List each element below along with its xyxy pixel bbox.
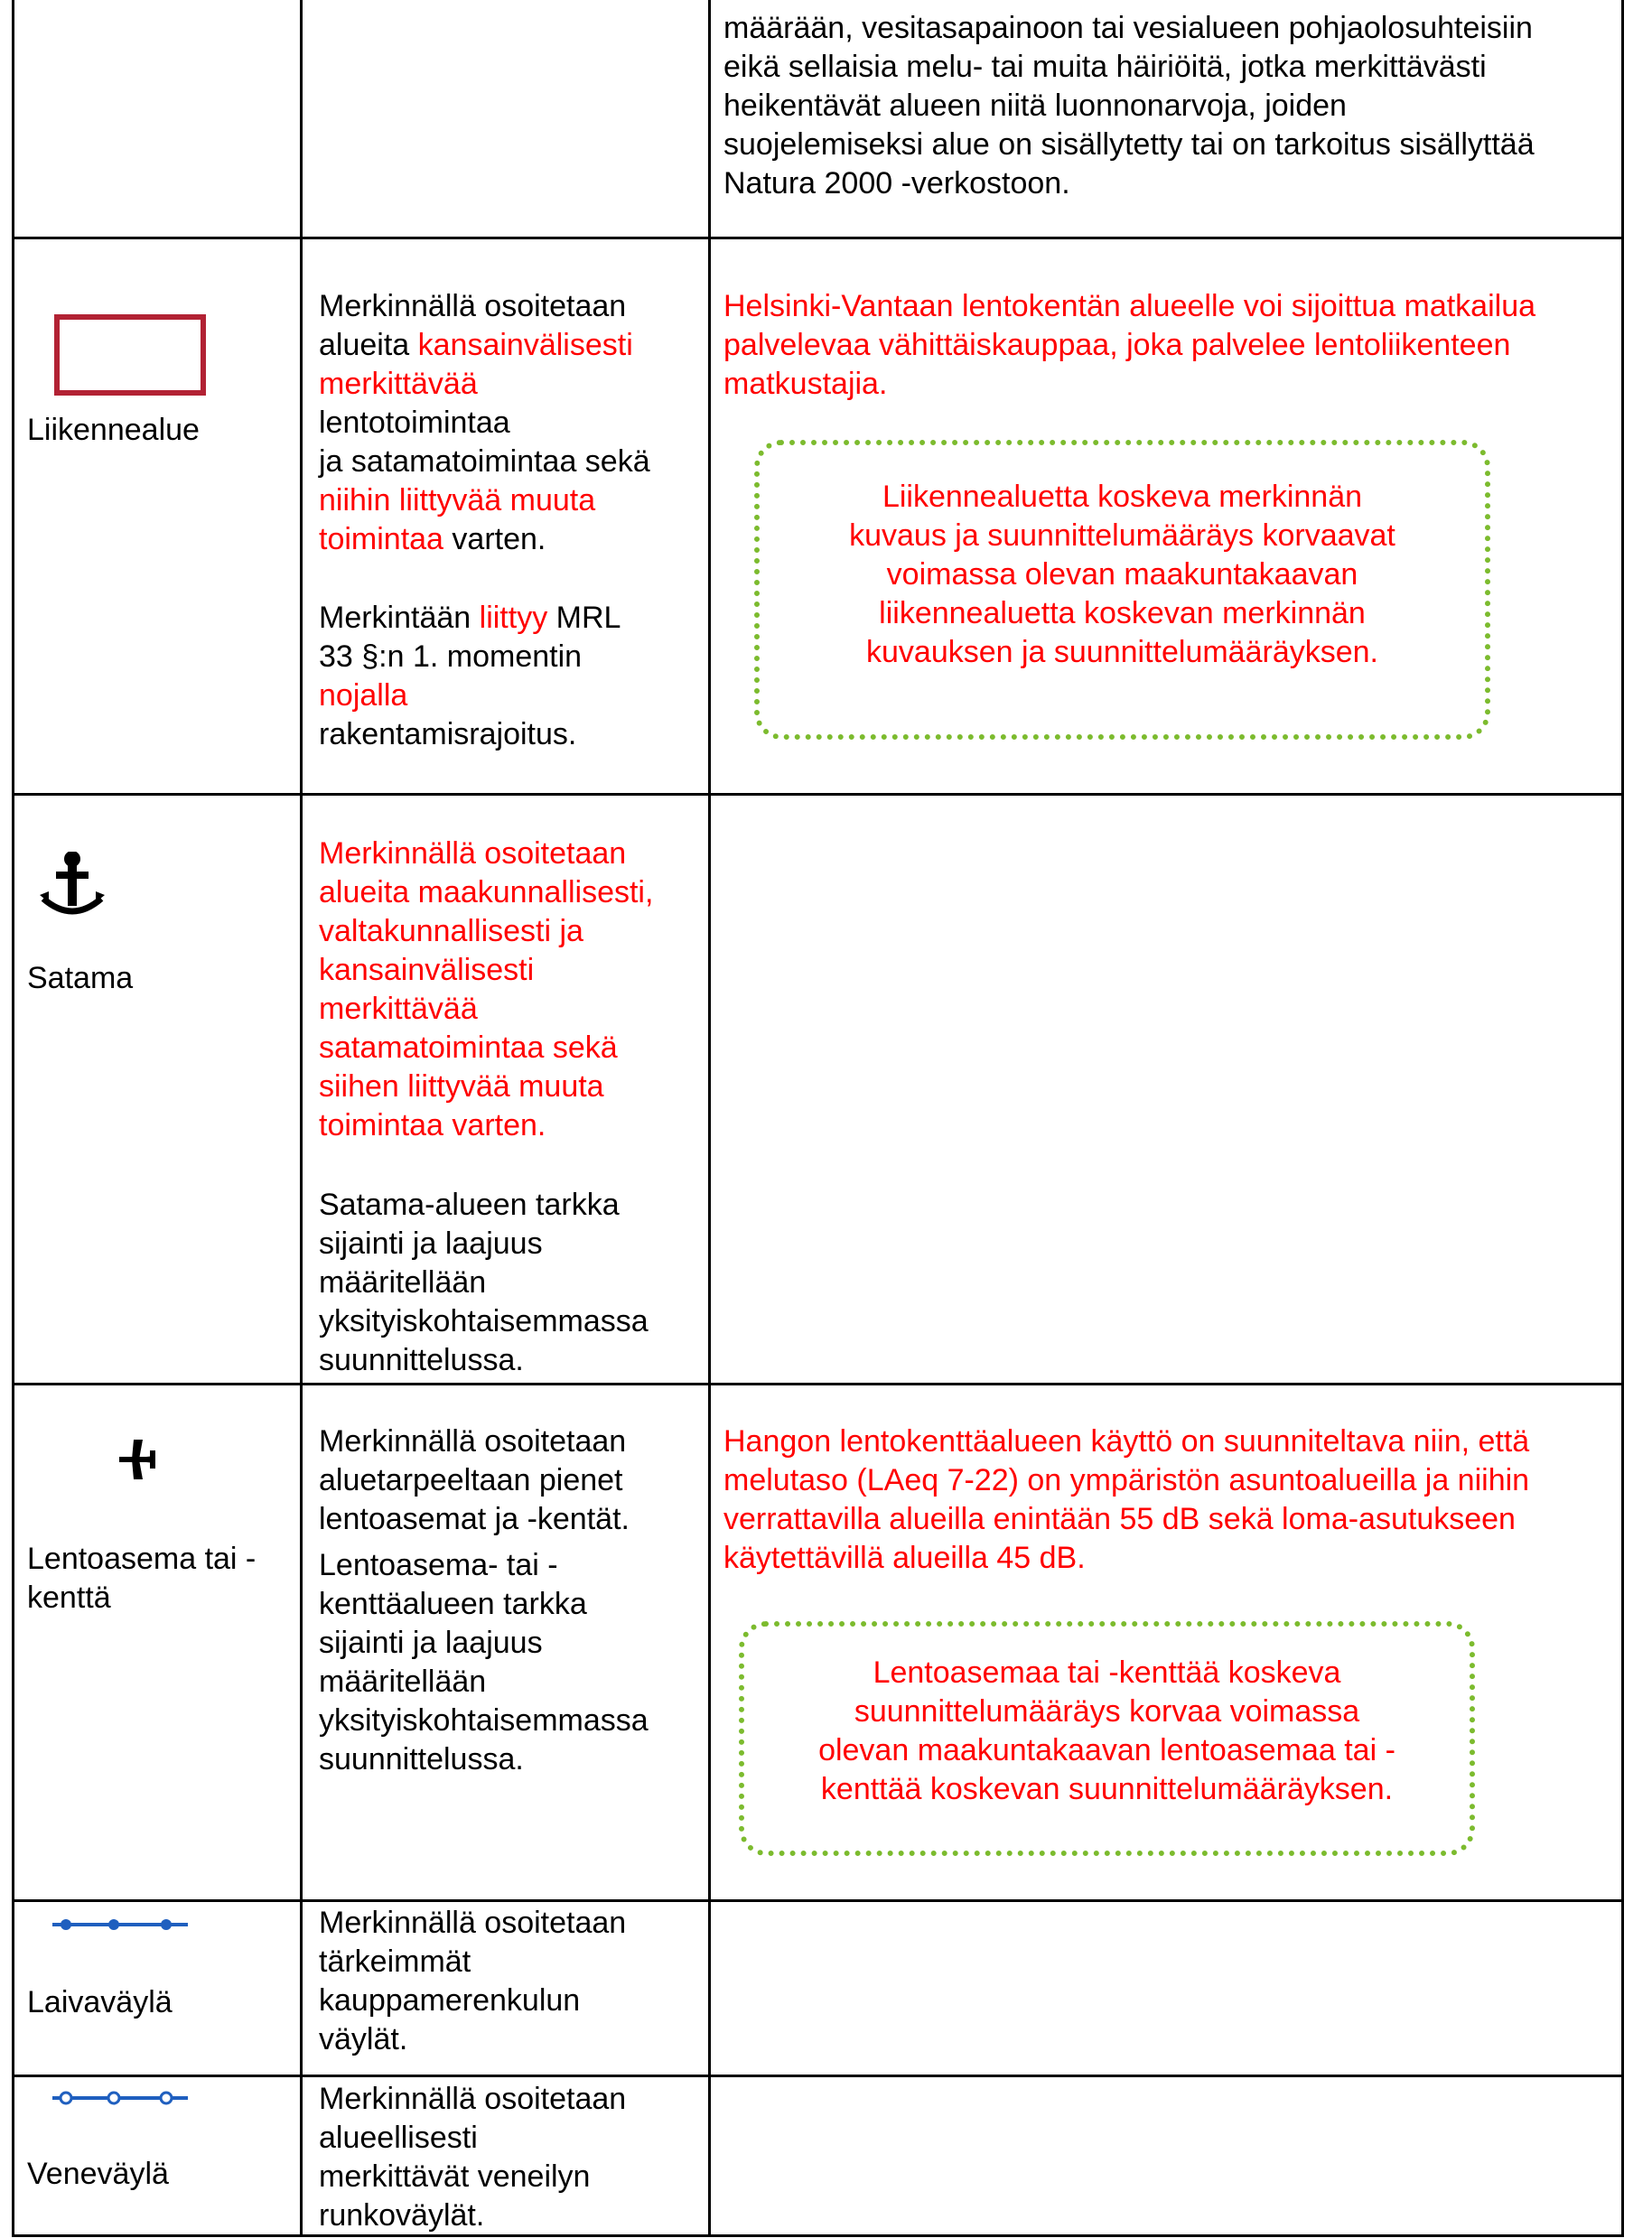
row-divider (12, 237, 1624, 239)
desc-segment: rakentamisrajoitus. (319, 717, 577, 751)
top-row-text-line: Natura 2000 -verkostoon. (723, 166, 1070, 200)
top-row-text-line: heikentävät alueen niitä luonnonarvoja, joiden (723, 89, 1347, 123)
desc-segment: Merkinnällä osoitetaan alueita (319, 289, 627, 362)
liikennealue-regulation: Helsinki-Vantaan lentokentän alueelle voi sijoittua matkailua palvelevaa vähittäiskauppaa, joka palvelee lentoliikenteen matkustajia. (723, 289, 1536, 401)
desc-segment: lentotoimintaa ja satamatoimintaa sekä (319, 406, 650, 479)
airplane-icon (116, 1438, 159, 1486)
liikennealue-note-box (754, 440, 1490, 740)
liikennealue-description-1 (319, 287, 650, 559)
liikennealue-note-text: Liikennealuetta koskeva merkinnän kuvaus ja suunnittelumääräys korvaavat voimassa olevan maakuntakaavan liikennealuetta koskevan merkinnän kuvauksen ja suunnittelumääräyksen. (849, 480, 1395, 669)
desc-segment: liittyy (479, 601, 548, 635)
desc-segment: MRL 33 §:n 1. momentin (319, 601, 621, 674)
laivavayla-description: Merkinnällä osoitetaan tärkeimmät kauppamerenkulun väylät. (319, 1906, 627, 2056)
desc-segment: niihin liittyvää muuta toimintaa (319, 483, 596, 556)
column-divider (708, 0, 711, 2237)
column-divider (12, 0, 14, 2237)
anchor-icon (40, 852, 105, 927)
row-divider (12, 1899, 1624, 1902)
lentoasema-note-text: Lentoasemaa tai -kenttää koskeva suunnittelumääräys korvaa voimassa olevan maakuntakaavan lentoasemaa tai - kenttää koskevan suunnittelumääräyksen. (818, 1655, 1395, 1806)
lentoasema-description-1: Merkinnällä osoitetaan aluetarpeeltaan pienet lentoasemat ja -kentät. (319, 1424, 630, 1536)
symbol-label-liikennealue: Liikennealue (27, 413, 200, 447)
top-row-text-line: määrään, vesitasapainoon tai vesialueen pohjaolosuhteisiin (723, 11, 1533, 45)
row-divider (12, 793, 1624, 796)
symbol-label-lentoasema: Lentoasema tai - kenttä (27, 1542, 257, 1615)
row-divider (12, 2234, 1624, 2237)
satama-description-2: Satama-alueen tarkka sijainti ja laajuus määritellään yksityiskohtaisemmassa suunnittelussa. (319, 1188, 649, 1377)
top-row-text-line: suojelemiseksi alue on sisällytetty tai on tarkoitus sisällyttää (723, 127, 1535, 162)
desc-segment: Merkintään (319, 601, 480, 635)
desc-segment: varten. (443, 522, 546, 556)
symbol-label-venevayla: Veneväylä (27, 2157, 169, 2191)
symbol-label-satama: Satama (27, 961, 134, 995)
open-dot-line-icon (52, 2090, 188, 2111)
top-row-text-line: eikä sellaisia melu- tai muita häiriöitä, jotka merkittävästi (723, 50, 1487, 84)
lentoasema-regulation: Hangon lentokenttäalueen käyttö on suunniteltava niin, että melutaso (LAeq 7-22) on ympäristön asuntoalueilla ja niihin verrattavilla alueilla enintään 55 dB sekä loma-asutukseen käytettävillä alueilla 45 dB. (723, 1424, 1530, 1575)
desc-segment: nojalla (319, 678, 408, 713)
column-divider (1621, 0, 1624, 2237)
row-divider (12, 2075, 1624, 2077)
lentoasema-note-box (739, 1621, 1475, 1856)
desc-segment: kansainvälisesti merkittävää (319, 328, 633, 401)
red-rectangle-icon (54, 314, 206, 400)
liikennealue-description-2 (319, 599, 621, 754)
filled-dot-line-icon (52, 1916, 188, 1937)
lentoasema-description-2: Lentoasema- tai - kenttäalueen tarkka sijainti ja laajuus määritellään yksityiskohtaisemmassa suunnittelussa. (319, 1548, 649, 1776)
symbol-label-laivavayla: Laivaväylä (27, 1985, 173, 2019)
venevayla-description: Merkinnällä osoitetaan alueellisesti merkittävät veneilyn runkoväylät. (319, 2082, 627, 2233)
satama-description-1: Merkinnällä osoitetaan alueita maakunnallisesti, valtakunnallisesti ja kansainvälisesti merkittävää satamatoimintaa sekä siihen liittyvää muuta toimintaa varten. (319, 836, 654, 1142)
column-divider (300, 0, 303, 2237)
row-divider (12, 1383, 1624, 1385)
